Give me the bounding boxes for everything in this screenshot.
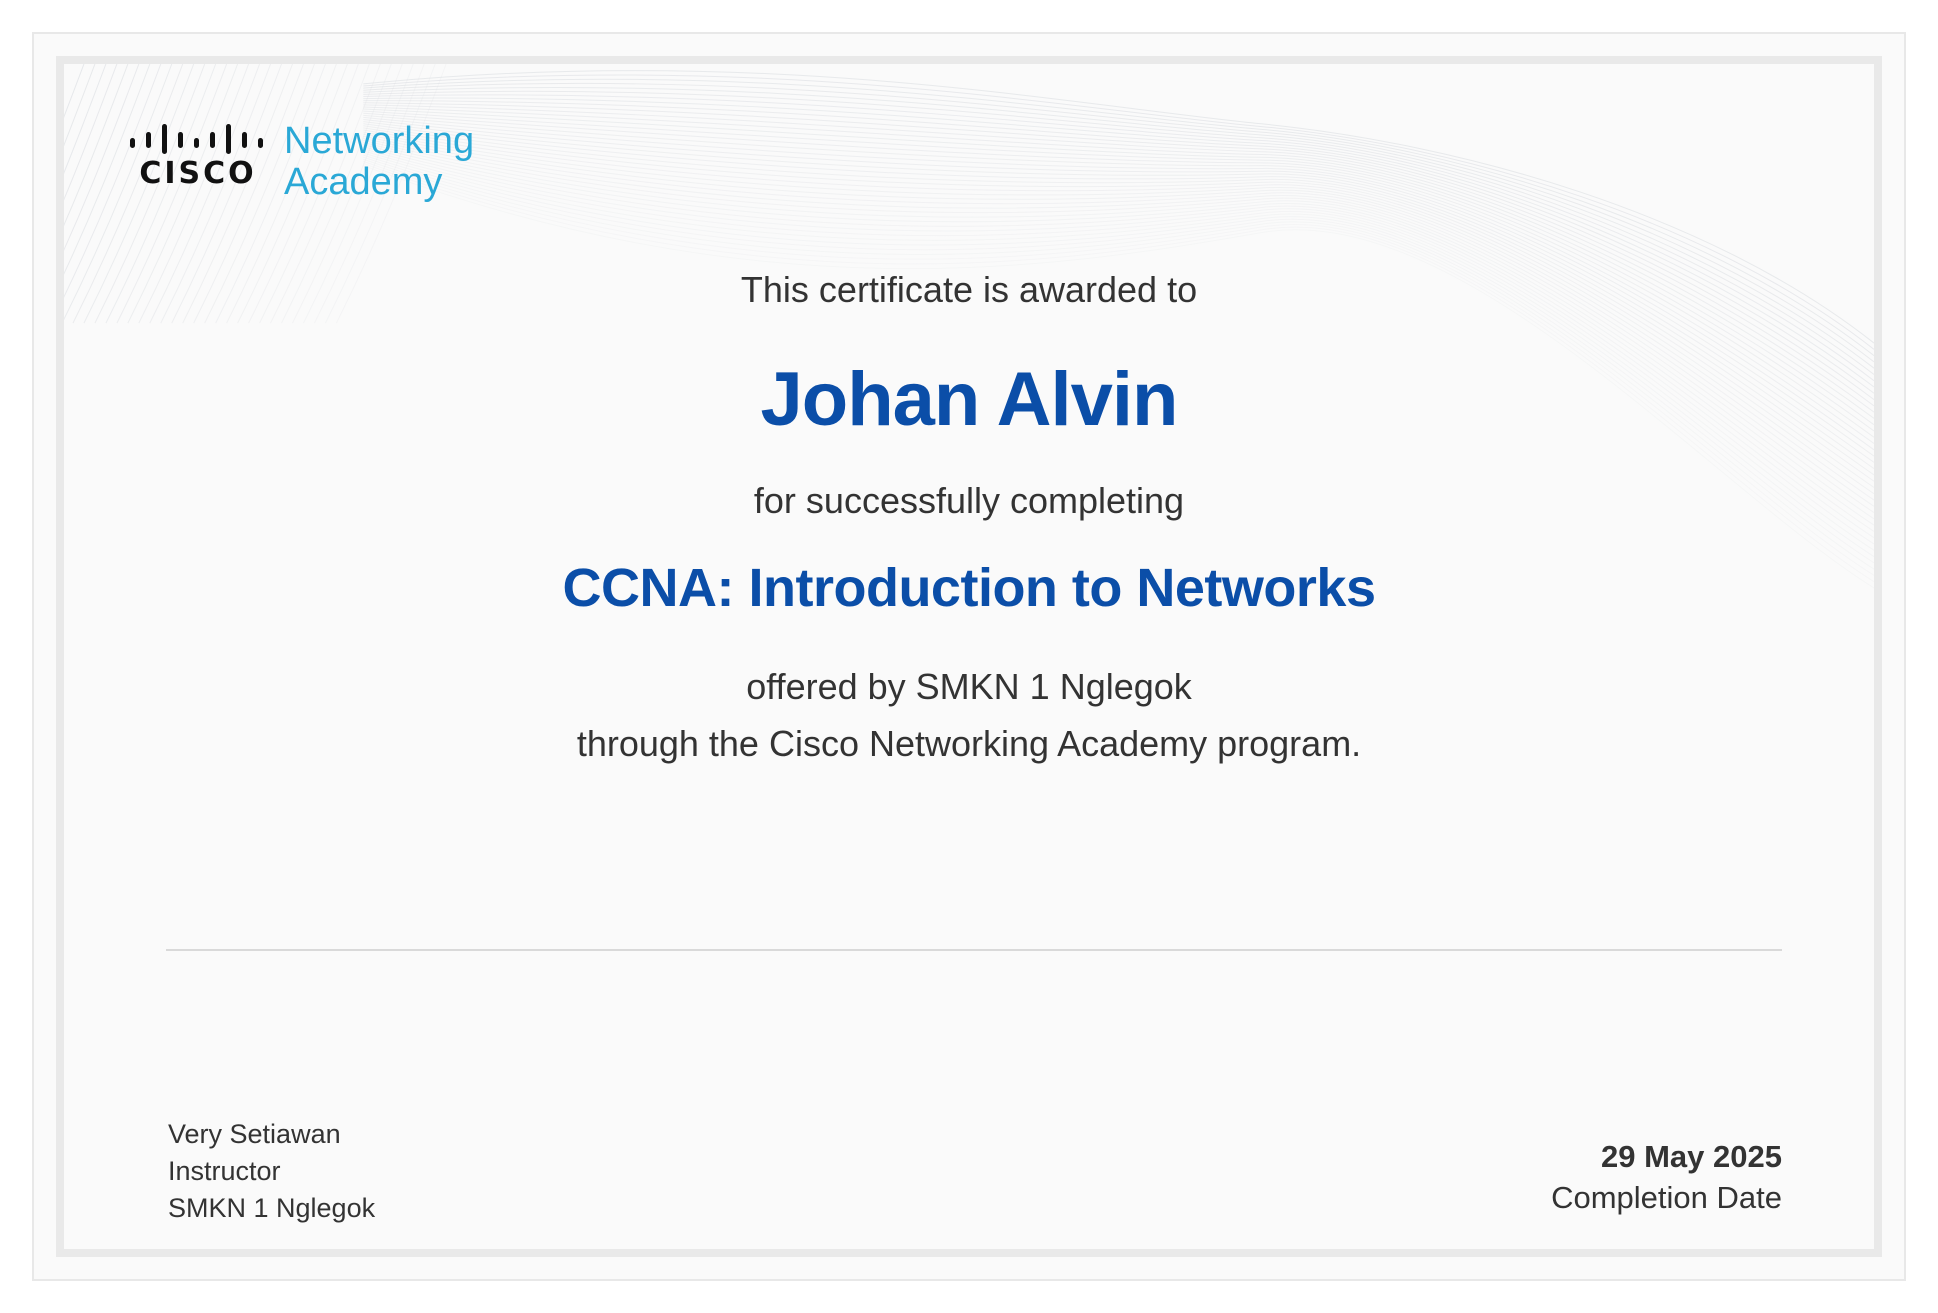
wave-line	[363, 98, 1874, 387]
certificate-frame	[56, 56, 1882, 1257]
wave-line	[363, 138, 1874, 506]
wave-pattern-decoration	[64, 64, 1874, 1249]
wave-line	[363, 83, 1874, 362]
wave-line	[363, 101, 1874, 394]
cisco-networking-academy-logo	[130, 120, 475, 203]
completion-date-block	[1551, 1137, 1782, 1219]
networking-academy-wordmark	[284, 121, 474, 203]
wave-line	[363, 91, 1874, 374]
divider-line	[166, 949, 1782, 951]
instructor-signature-block	[168, 1116, 375, 1227]
wave-line	[363, 140, 1874, 512]
offered-by-text: offered by SMKN 1 Nglegok	[746, 666, 1192, 707]
wave-line	[363, 145, 1874, 526]
completion-date: 29 May 2025	[1601, 1139, 1782, 1174]
program-text: through the Cisco Networking Academy program.	[576, 723, 1362, 764]
cisco-logo	[130, 124, 266, 190]
certificate-page	[32, 32, 1906, 1281]
instructor-institution: SMKN 1 Nglegok	[168, 1193, 376, 1223]
completion-date-label: Completion Date	[1551, 1180, 1782, 1215]
wave-line	[363, 95, 1874, 381]
logo-line-academy: Academy	[284, 161, 443, 203]
wave-line	[363, 79, 1874, 355]
completion-phrase: for successfully completing	[753, 480, 1185, 521]
wave-line	[363, 143, 1874, 519]
awarded-to-text: This certificate is awarded to	[740, 269, 1198, 310]
instructor-role: Instructor	[168, 1156, 281, 1186]
logo-line-networking: Networking	[284, 120, 475, 162]
wave-line	[363, 147, 1874, 532]
wave-line	[363, 136, 1874, 500]
wave-line	[363, 87, 1874, 368]
course-title: CCNA: Introduction to Networks	[562, 558, 1376, 618]
recipient-name: Johan Alvin	[760, 357, 1178, 442]
cisco-bridge-icon	[130, 124, 266, 156]
instructor-name: Very Setiawan	[168, 1119, 341, 1149]
cisco-wordmark: CISCO	[139, 156, 257, 191]
